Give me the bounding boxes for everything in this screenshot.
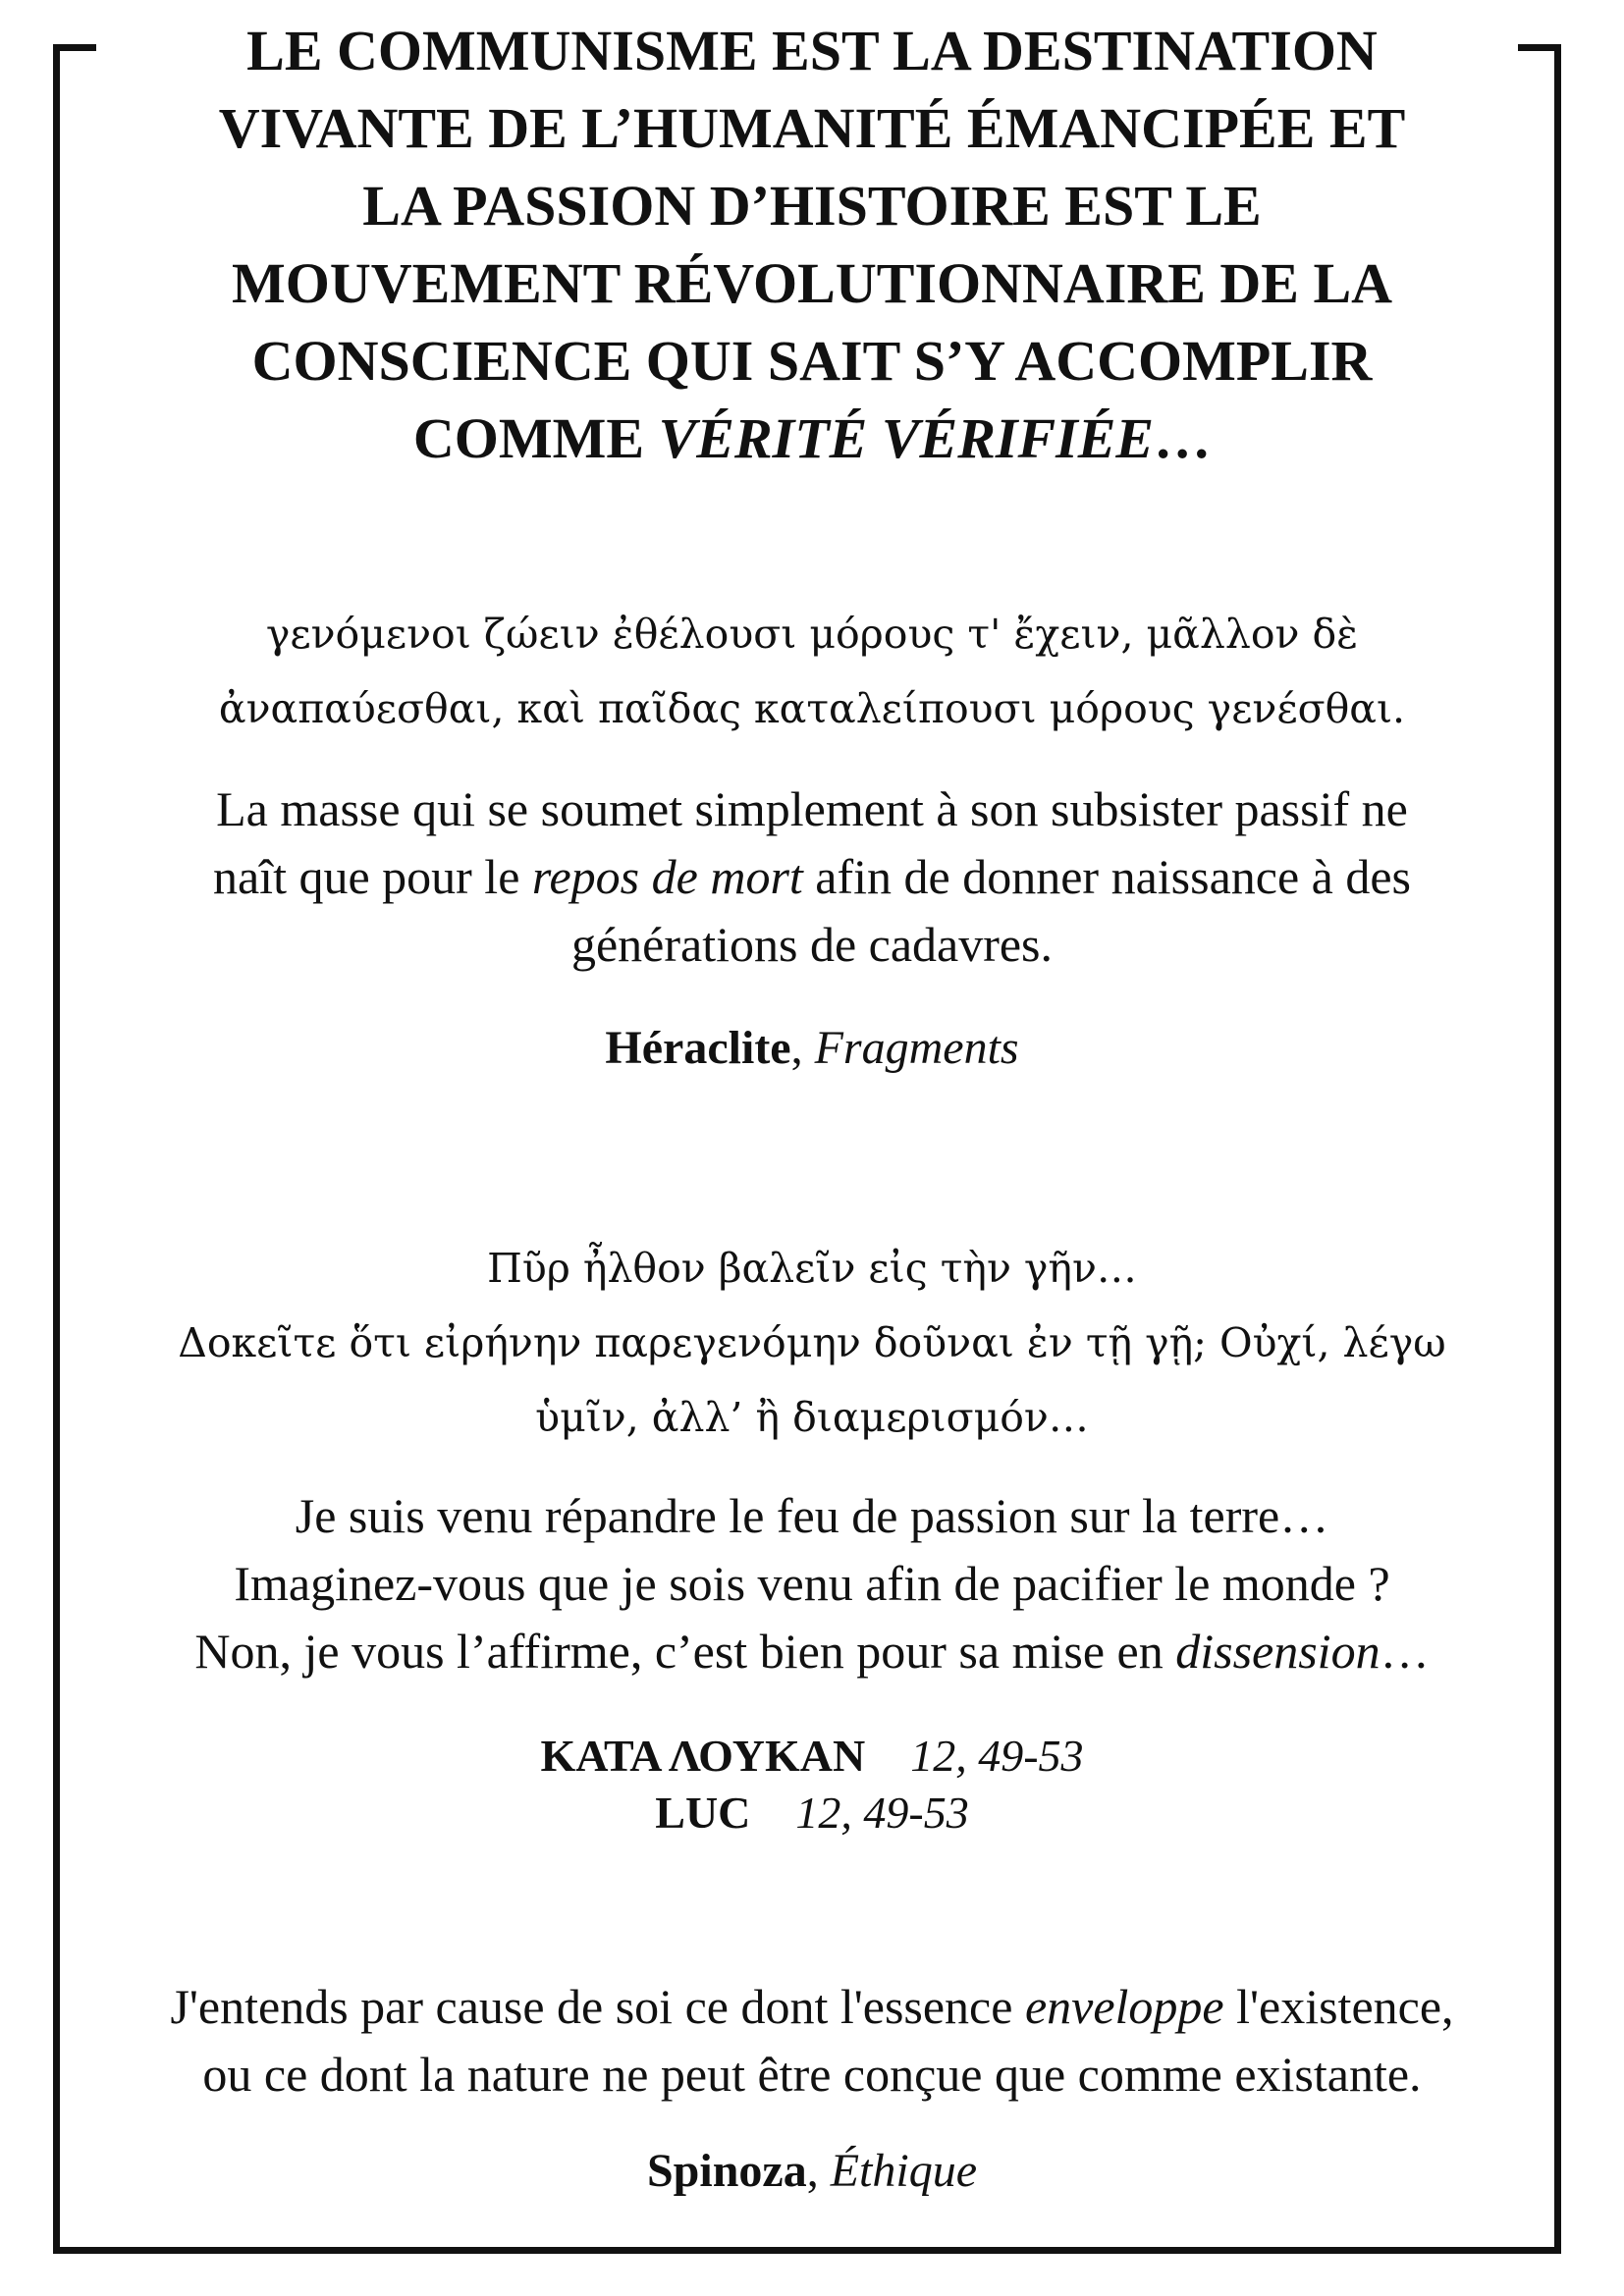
french-emphasis: dissension [1175, 1624, 1380, 1679]
heading-line: MOUVEMENT RÉVOLUTIONNAIRE DE LA [231, 251, 1393, 315]
author-name: Spinoza [646, 2145, 807, 2197]
frame-corner-right [1518, 44, 1561, 51]
greek-line: Δοκεῖτε ὅτι εἰρήνην παρεγενόμην δοῦναι ἐν τῇ γῇ; Οὐχί, λέγω [178, 1319, 1446, 1366]
french-line [69, 843, 1555, 911]
heading-ellipsis: … [1154, 406, 1212, 470]
heraclite-attribution [69, 1017, 1555, 1080]
french-text: naît que pour le [212, 849, 532, 904]
heading-line: CONSCIENCE QUI SAIT S’Y ACCOMPLIR [251, 329, 1373, 393]
french-text: … [1380, 1624, 1430, 1679]
greek-line: ὑμῖν, ἀλλ’ ἢ διαμερισμόν… [535, 1394, 1089, 1441]
french-line: générations de cadavres. [570, 917, 1054, 972]
greek-line: Πῦρ ἦλθον βαλεῖν εἰς τὴν γῆν… [487, 1245, 1137, 1292]
main-heading [108, 12, 1516, 477]
french-line: Imaginez-vous que je sois venu afin de pacifier le monde ? [234, 1556, 1390, 1611]
greek-line: ἀναπαύεσθαι, καὶ παῖδας καταλείπουσι μόρους γενέσθαι. [218, 685, 1406, 732]
french-emphasis: enveloppe [1024, 1979, 1224, 2034]
heraclite-greek-quote [69, 597, 1555, 746]
work-title: Éthique [830, 2145, 978, 2197]
french-line: Je suis venu répandre le feu de passion sur la terre… [295, 1488, 1329, 1543]
french-text: l'existence, [1223, 1979, 1454, 2034]
heading-line [108, 400, 1516, 477]
reference-line [69, 1728, 1555, 1785]
heading-line: LE COMMUNISME EST LA DESTINATION [246, 19, 1378, 82]
french-line: ou ce dont la nature ne peut être conçue que comme existante. [202, 2047, 1422, 2102]
french-line [69, 1618, 1555, 1685]
verse-ref: 12, 49-53 [795, 1788, 969, 1838]
greek-line: γενόμενοι ζώειν ἐθέλουσι μόρους τ' ἔχειν, μᾶλλον δὲ [265, 611, 1359, 658]
spinoza-quote [69, 1973, 1555, 2109]
work-title: Fragments [814, 1022, 1019, 1074]
french-line [69, 1973, 1555, 2041]
book-name: ΚΑΤΑ ΛΟΥΚΑΝ [540, 1731, 866, 1781]
french-text: Non, je vous l’affirme, c’est bien pour sa mise en [194, 1624, 1176, 1679]
reference-line [69, 1785, 1555, 1842]
luc-french-translation [69, 1482, 1555, 1685]
french-emphasis: repos de mort [531, 849, 803, 904]
french-text: J'entends par cause de soi ce dont l'essence [170, 1979, 1025, 2034]
luc-greek-quote [69, 1231, 1555, 1455]
luc-reference [69, 1728, 1555, 1842]
attribution-separator: , [806, 2145, 831, 2197]
book-name: LUC [655, 1788, 751, 1838]
french-text: afin de donner naissance à des [802, 849, 1411, 904]
french-line: La masse qui se soumet simplement à son subsister passif ne [216, 781, 1408, 836]
heading-emphasis: VÉRITÉ VÉRIFIÉE [658, 406, 1155, 470]
spinoza-attribution [69, 2140, 1555, 2203]
heraclite-french-translation [69, 775, 1555, 979]
frame-corner-left [53, 44, 96, 51]
heading-line: VIVANTE DE L’HUMANITÉ ÉMANCIPÉE ET [218, 96, 1406, 160]
heading-line: LA PASSION D’HISTOIRE EST LE [362, 174, 1262, 238]
heading-text: COMME [412, 406, 659, 470]
verse-ref: 12, 49-53 [910, 1731, 1084, 1781]
author-name: Héraclite [605, 1022, 791, 1074]
attribution-separator: , [790, 1022, 815, 1074]
